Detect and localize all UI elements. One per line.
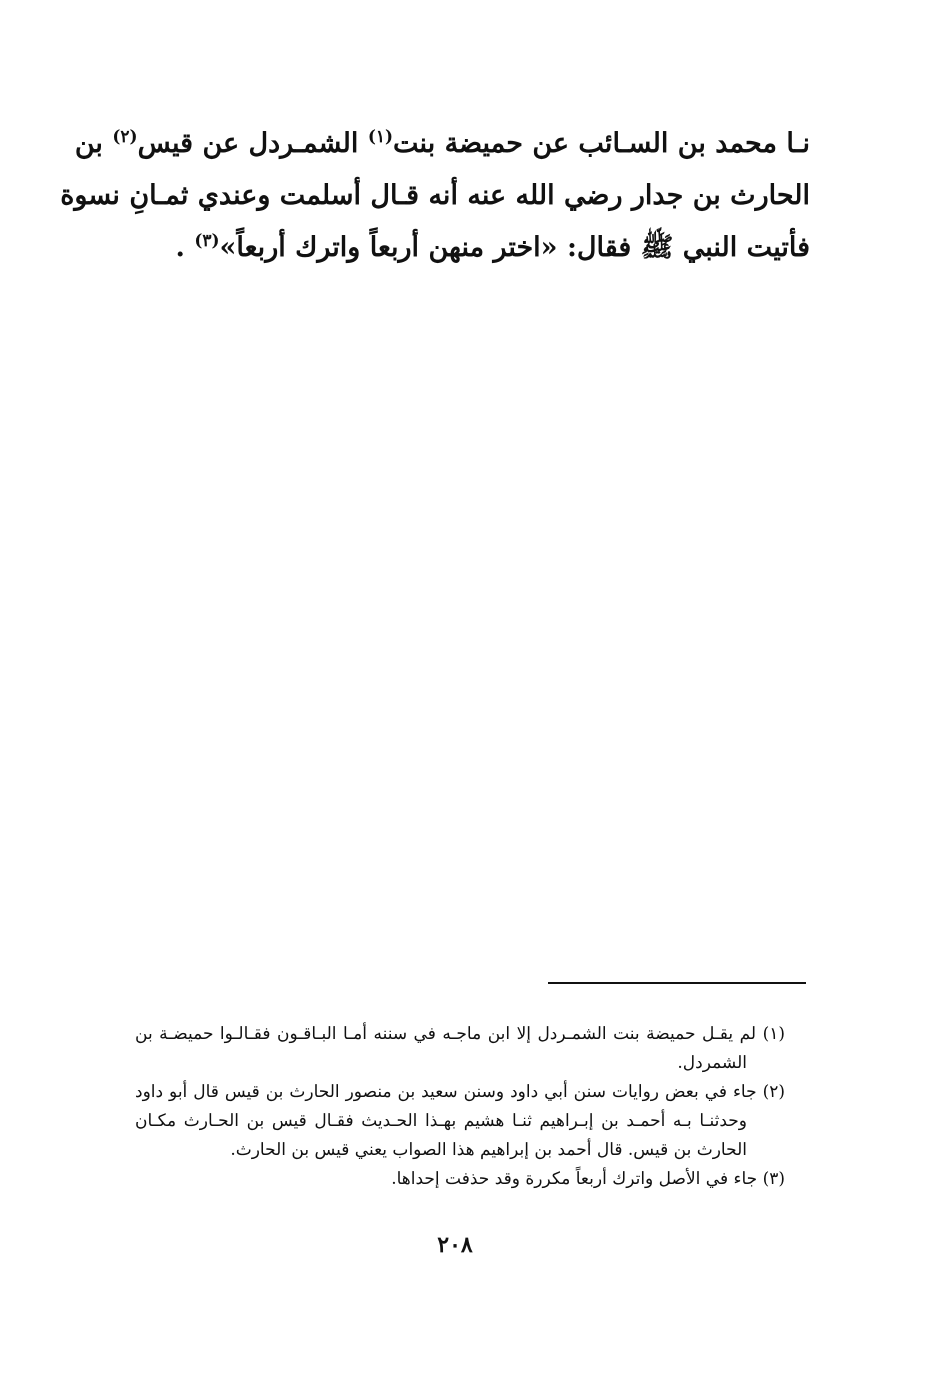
main-text-line-1-part-2: الشمـردل عن قيس — [137, 128, 359, 159]
footnote-divider — [548, 982, 806, 984]
footnote-ref-3[interactable]: (٣) — [194, 231, 220, 251]
footnote-3-line-1: (٣) جاء في الأصل واترك أربعاً مكررة وقد حذفت إحداها. — [391, 1169, 785, 1189]
footnote-2-line-3: الحارث بن قيس. قال أحمد بن إبراهيم هذا الصواب يعني قيس بن الحارث. — [230, 1140, 747, 1160]
footnote-1-line-1: (١) لم يقـل حميضة بنت الشمـردل إلا ابن ماجـه في سننه أمـا البـاقـون فقـالـوا حميضـة بن — [135, 1024, 785, 1044]
main-text-line-3 — [120, 222, 810, 274]
footnote-ref-1[interactable]: (١) — [367, 127, 394, 147]
main-text-line-1 — [74, 118, 810, 170]
footnote-1-line-2: الشمردل. — [677, 1053, 747, 1073]
footnote-2-line-1: (٢) جاء في بعض روايات سنن أبي داود وسنن سعيد بن منصور الحارث بن قيس قال أبو داود — [135, 1082, 785, 1102]
main-text-line-3-text: فأتيت النبي ﷺ فقال: «اختر منهن أربعاً واترك أربعاً» — [219, 232, 810, 263]
main-text-block — [60, 118, 810, 274]
main-text-line-1-part-1: نـا محمد بن السـائب عن حميضة بنت — [393, 128, 810, 159]
main-text-end-period: . — [175, 232, 185, 263]
footnotes-block — [135, 1020, 785, 1194]
main-text-line-2: الحارث بن جدار رضي الله عنه أنه قـال أسلمت وعندي ثمـانِ نسوة — [60, 180, 810, 211]
footnote-2-line-2: وحدثنـا بـه أحمـد بن إبـراهيم ثنـا هشيم بهـذا الحـديث فقـال قيس بن الحـارث مكـان — [135, 1111, 747, 1131]
main-text-line-1-part-3: بن — [74, 128, 103, 159]
footnote-ref-2[interactable]: (٢) — [112, 127, 138, 147]
page-number: ٢٠٨ — [437, 1232, 473, 1258]
